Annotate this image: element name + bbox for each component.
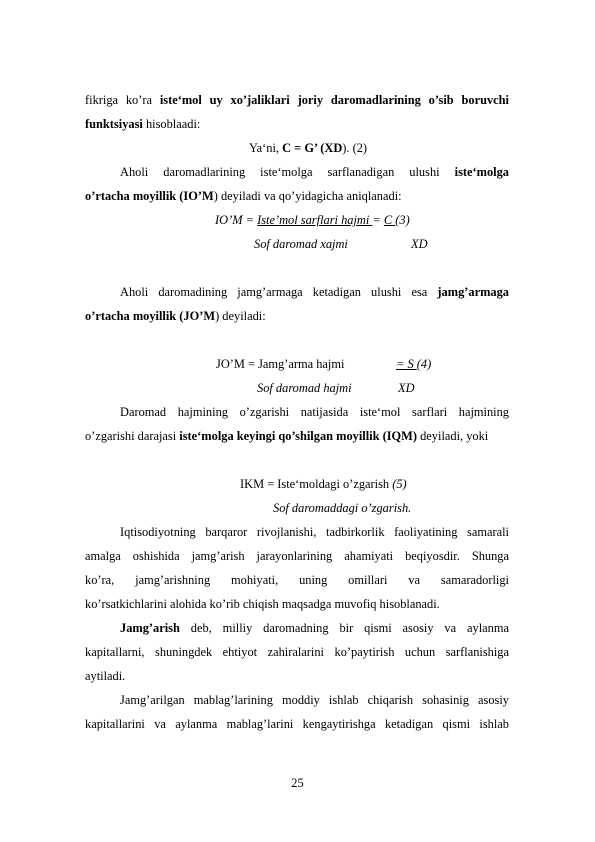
paragraph-line [85,549,509,564]
formula-3-numerator [215,213,410,228]
formula-5-denominator [273,501,411,516]
text-span: Jamg’arilgan mablag’larining moddiy ishlab chiqarish sohasinig asosiy [120,693,509,707]
text-span: Aholi daromadining jamg’armaga ketadigan ulushi esa [120,285,438,299]
text-span: aytiladi. [85,669,126,683]
bold-term: o’rtacha moyillik (JO’M [85,309,216,323]
formula-3-denominator [254,237,348,252]
text-span: kapitallarini va aylanma mablag’larini kengaytirishga ketadigan qismi ishlab [85,717,509,731]
bold-term: funktsiyasi [85,117,143,131]
text-line-5 [85,189,509,204]
paragraph-line [85,717,509,732]
text-span: (5) [392,477,407,491]
formula-4-right [396,357,431,372]
text-span: fikriga ko’ra [85,93,160,107]
text-span: Sof daromad hajmi [257,381,352,395]
text-span: XD [398,381,415,395]
text-span: amalga oshishida jamg’arish jarayonlarining ahamiyati beqiyosdir. Shunga [85,549,509,563]
paragraph-line [85,597,509,612]
bold-term: iste‘molga keyingi qo’shilgan moyillik (IQM) [179,429,418,443]
formula-5 [240,477,407,492]
bold-term: jamg’armaga [437,285,509,299]
text-span: C [383,213,393,227]
text-span: = S [396,357,414,371]
text-span: ) deyiladi va qo’yidagicha aniqlanadi: [213,189,402,203]
text-span: hisoblaadi: [142,117,201,131]
text-span: XD [411,237,428,251]
text-span: IKM = Iste‘moldagi o’zgarish [240,477,393,491]
paragraph-line [85,669,509,684]
text-span: Sof daromaddagi o’zgarish. [273,501,412,515]
text-span: deb, milliy daromadning bir qismi asosiy va aylanma [179,621,509,635]
page-number: 25 [291,776,304,790]
paragraph-line [85,573,509,588]
text-line-7 [120,285,509,300]
text-line-2 [85,117,509,132]
text-span: ko’ra, jamg’arishning mohiyati, uning omillari va samaradorligi [85,573,509,587]
formula-2 [96,141,520,156]
text-span: IO’M = [215,213,258,227]
text-span: ko’rsatkichlarini alohida ko’rib chiqish maqsadga muvofiq hisoblanadi. [85,597,440,611]
text-span: Aholi daromadlarining iste‘molga sarflanadigan ulushi [120,165,455,179]
bold-term: o’rtacha moyillik (IO’M [85,189,214,203]
paragraph-line [85,645,509,660]
formula-4-denominator-xd [398,381,415,396]
text-line-1 [85,93,509,108]
paragraph-line [120,525,509,540]
text-span: = [372,213,384,227]
text-span: Iqtisodiyotning barqaror rivojlanishi, tadbirkorlik faoliyatining samarali [120,525,509,539]
text-span: deyiladi, yoki [417,429,489,443]
bold-term: iste‘molga [454,165,509,179]
text-span: (4) [416,357,432,371]
text-span: ). (2) [342,141,368,155]
formula-3-denominator-xd [411,237,428,252]
formula-4-denominator [257,381,352,396]
text-span: Sof daromad xajmi [254,237,348,251]
bold-term: iste‘mol uy xo’jaliklari joriy daromadlarining o’sib boruvchi [159,93,509,107]
paragraph-line [120,621,509,636]
text-line-11 [85,429,509,444]
text-span: (3) [395,213,410,227]
text-span: Iste’mol sarflari hajmi [257,213,373,227]
text-span: ) deyiladi: [215,309,266,323]
text-span: Daromad hajmining o’zgarishi natijasida iste‘mol sarflari hajmining [120,405,509,419]
paragraph-line [120,693,509,708]
formula-bold: C = G’ (XD [282,141,343,155]
bold-term: Jamg’arish [120,621,180,635]
text-line-10 [120,405,509,420]
text-span: o’zgarishi darajasi [85,429,180,443]
text-span: Ya‘ni, [248,141,283,155]
text-line-4 [120,165,509,180]
text-span: kapitallarni, shuningdek ehtiyot zahiralarini ko’paytirish uchun sarflanishiga [85,645,509,659]
text-line-8 [85,309,509,324]
text-span: JO’M = Jamg’arma hajmi [216,357,345,371]
formula-4-left [216,357,344,372]
